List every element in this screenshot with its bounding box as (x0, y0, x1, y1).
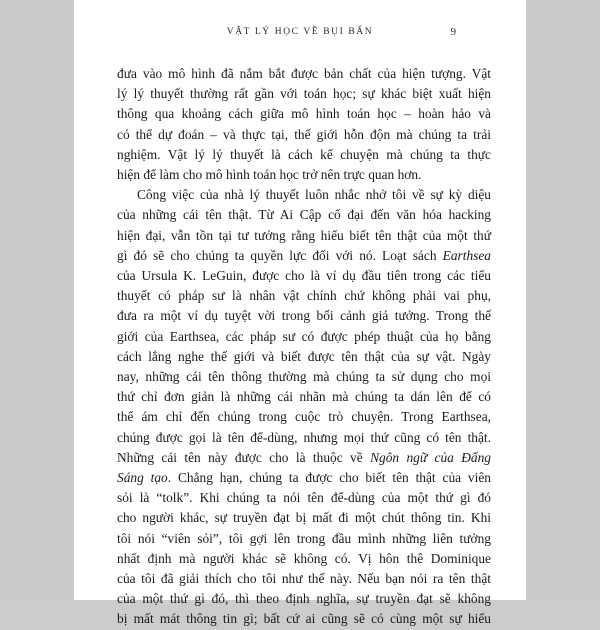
text-line: có thể dự đoán – và thực tại, thế giới hỗn độn mà chúng ta trải (117, 126, 491, 142)
text-line: đưa vào mô hình đã nắm bắt được bản chất của hiện tượng. Vật (117, 66, 491, 81)
text-line: của tôi đã giải thích cho tôi như thế này. Nếu bạn nói ra tên thật (117, 571, 491, 587)
body-text (117, 64, 491, 630)
text-line (117, 468, 491, 488)
text-line: nay, những cái tên thông thường mà chúng ta sử dụng cho mọi (117, 369, 491, 385)
text-line: thuyết có pháp sư là nhân vật chính chứ không phải vai phụ, (117, 288, 491, 304)
paragraph-2 (117, 185, 491, 629)
text-run: . Chẳng hạn, chúng ta được cho biết tên thật của viên (167, 470, 491, 486)
text-line: hiện để làm cho mô hình toán học trở nên trực quan hơn. (117, 167, 422, 183)
text-run: gì đó sẽ cho chúng ta quyền lực đối với nó. Loạt sách (117, 247, 443, 263)
text-line: của Ursula K. LeGuin, được cho là ví dụ đầu tiên trong các tiểu (117, 268, 491, 284)
text-line: đưa ra một ví dụ tuyệt vời trong bối cảnh giả tưởng. Trong thế (117, 308, 491, 324)
text-line: nghiệm. Vật lý lý thuyết là cách kể chuyện mà chúng ta thực (117, 146, 491, 162)
paragraph-1 (117, 64, 491, 185)
running-title: VẬT LÝ HỌC VỀ BỤI BẨN (226, 27, 374, 37)
text-line: chúng được gọi là tên để-dùng, nhưng mọi thứ cũng có tên thật. (117, 429, 491, 445)
italic-term: Sáng tạo (117, 470, 168, 486)
text-line: lý lý thuyết thường rất gần với toán học; sự khác biệt xuất hiện (117, 86, 491, 102)
italic-term: Ngôn ngữ của Đấng (370, 449, 491, 465)
text-line: giới của Earthsea, các pháp sư có được phép thuật của họ bằng (117, 328, 491, 344)
text-line: cho người khác, sự truyền đạt bị mất đi một chút thông tin. Khi (117, 510, 491, 526)
text-line: bị mất mát thông tin gì; bất cứ ai cũng sẽ có cùng một sự hiểu (117, 611, 491, 627)
book-title-earthsea: Earthsea (442, 247, 491, 263)
text-line: thông qua khoảng cách giữa mô hình toán học – hoàn hảo và (117, 106, 491, 122)
text-line: sỏi là “tolk”. Khi chúng ta nói tên để-dùng của một thứ gì đó (117, 490, 491, 506)
text-line: thứ chỉ đơn giản là những cái nhãn mà chúng ta dán lên để có (117, 389, 491, 405)
text-line (117, 448, 491, 468)
text-line: hiện đại, vẫn tồn tại tư tưởng rằng hiểu biết tên thật của một thứ (117, 227, 491, 243)
text-run: Những cái tên này được cho là thuộc về (117, 449, 371, 465)
running-header (74, 27, 526, 41)
book-page (74, 0, 526, 627)
text-line: nhất định mà người khác sẽ không có. Vị hôn thê Dominique (117, 550, 491, 566)
text-line: Công việc của nhà lý thuyết luôn nhắc nhở tôi về sự kỳ diệu (137, 187, 491, 203)
text-line (117, 246, 491, 266)
text-line: của một thứ gì đó, thì theo định nghĩa, sự truyền đạt sẽ không (117, 591, 491, 607)
text-line: thể ám chỉ đến chúng trong cuộc trò chuyện. Trong Earthsea, (117, 409, 491, 425)
text-line: cách lắng nghe thế giới và biết được tên thật của sự vật. Ngày (117, 348, 491, 364)
text-line: của những cái tên thật. Từ Ai Cập cổ đại đến văn hóa hacking (117, 207, 491, 223)
page-number: 9 (450, 26, 456, 38)
text-line: tôi nói “viên sỏi”, tôi gợi lên trong đầu mình những liên tưởng (117, 530, 491, 546)
